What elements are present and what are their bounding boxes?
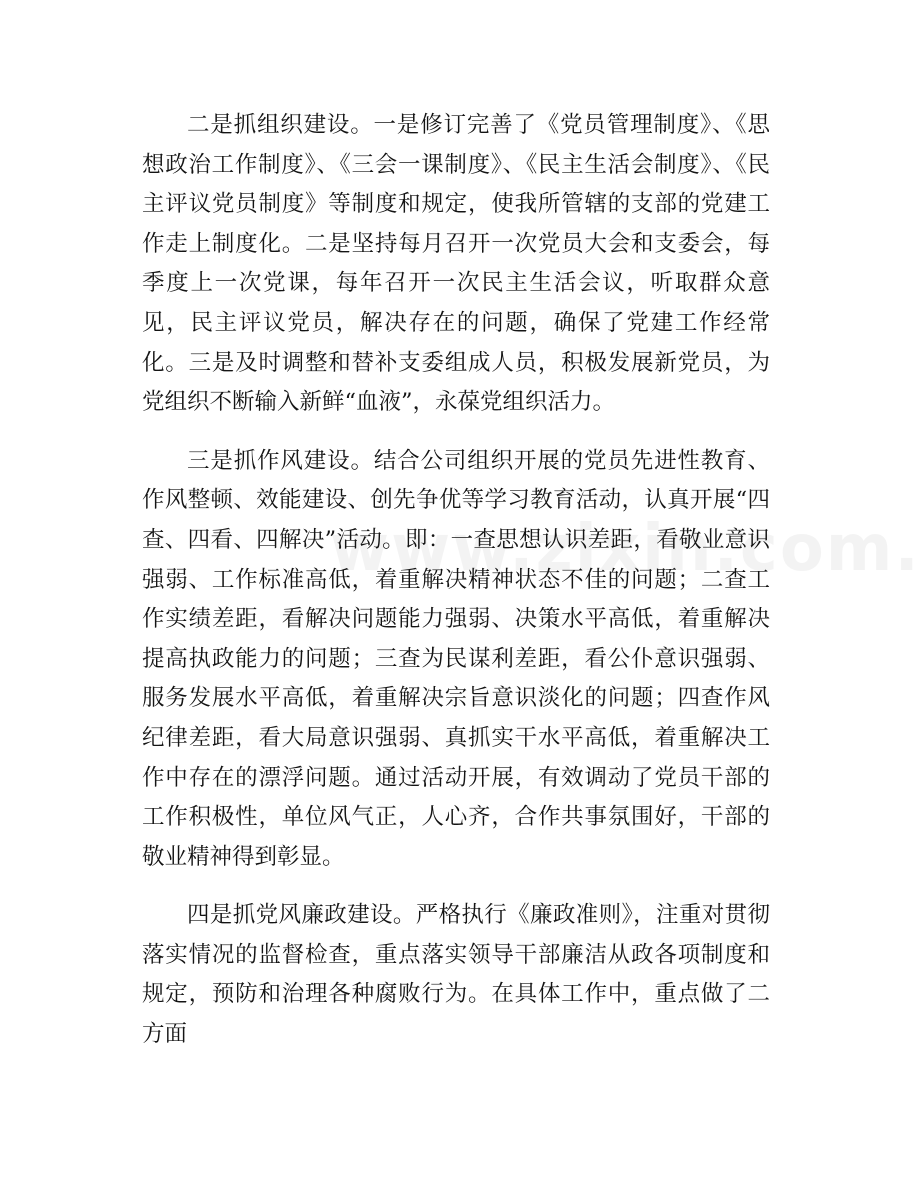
document-body bbox=[142, 106, 770, 1074]
paragraph-work-style: 三是抓作风建设。结合公司组织开展的党员先进性教育、作风整顿、效能建设、创先争优等学习教育活动，认真开展“四查、四看、四解决”活动。即：一查思想认识差距，看敬业意识强弱、工作标准高低，着重解决精神状态不佳的问题；二查工作实绩差距，看解决问题能力强弱、决策水平高低，着重解决提高执政能力的问题；三查为民谋利差距，看公仆意识强弱、服务发展水平高低，着重解决宗旨意识淡化的问题；四查作风纪律差距，看大局意识强弱、真抓实干水平高低，着重解决工作中存在的漂浮问题。通过活动开展，有效调动了党员干部的工作积极性，单位风气正，人心齐，合作共事氛围好，干部的敬业精神得到彰显。 bbox=[142, 447, 770, 870]
paragraph-organization: 二是抓组织建设。一是修订完善了《党员管理制度》、《思想政治工作制度》、《三会一课制度》、《民主生活会制度》、《民主评议党员制度》等制度和规定，使我所管辖的支部的党建工作走上制度化。二是坚持每月召开一次党员大会和支委会，每季度上一次党课，每年召开一次民主生活会议，听取群众意见，民主评议党员，解决存在的问题，确保了党建工作经常化。三是及时调整和替补支委组成人员，积极发展新党员，为党组织不断输入新鲜“血液”，永葆党组织活力。 bbox=[142, 112, 770, 416]
paragraph-integrity: 四是抓党风廉政建设。严格执行《廉政准则》，注重对贯彻落实情况的监督检查，重点落实领导干部廉洁从政各项制度和规定，预防和治理各种腐败行为。在具体工作中，重点做了二方面 bbox=[142, 902, 770, 1048]
